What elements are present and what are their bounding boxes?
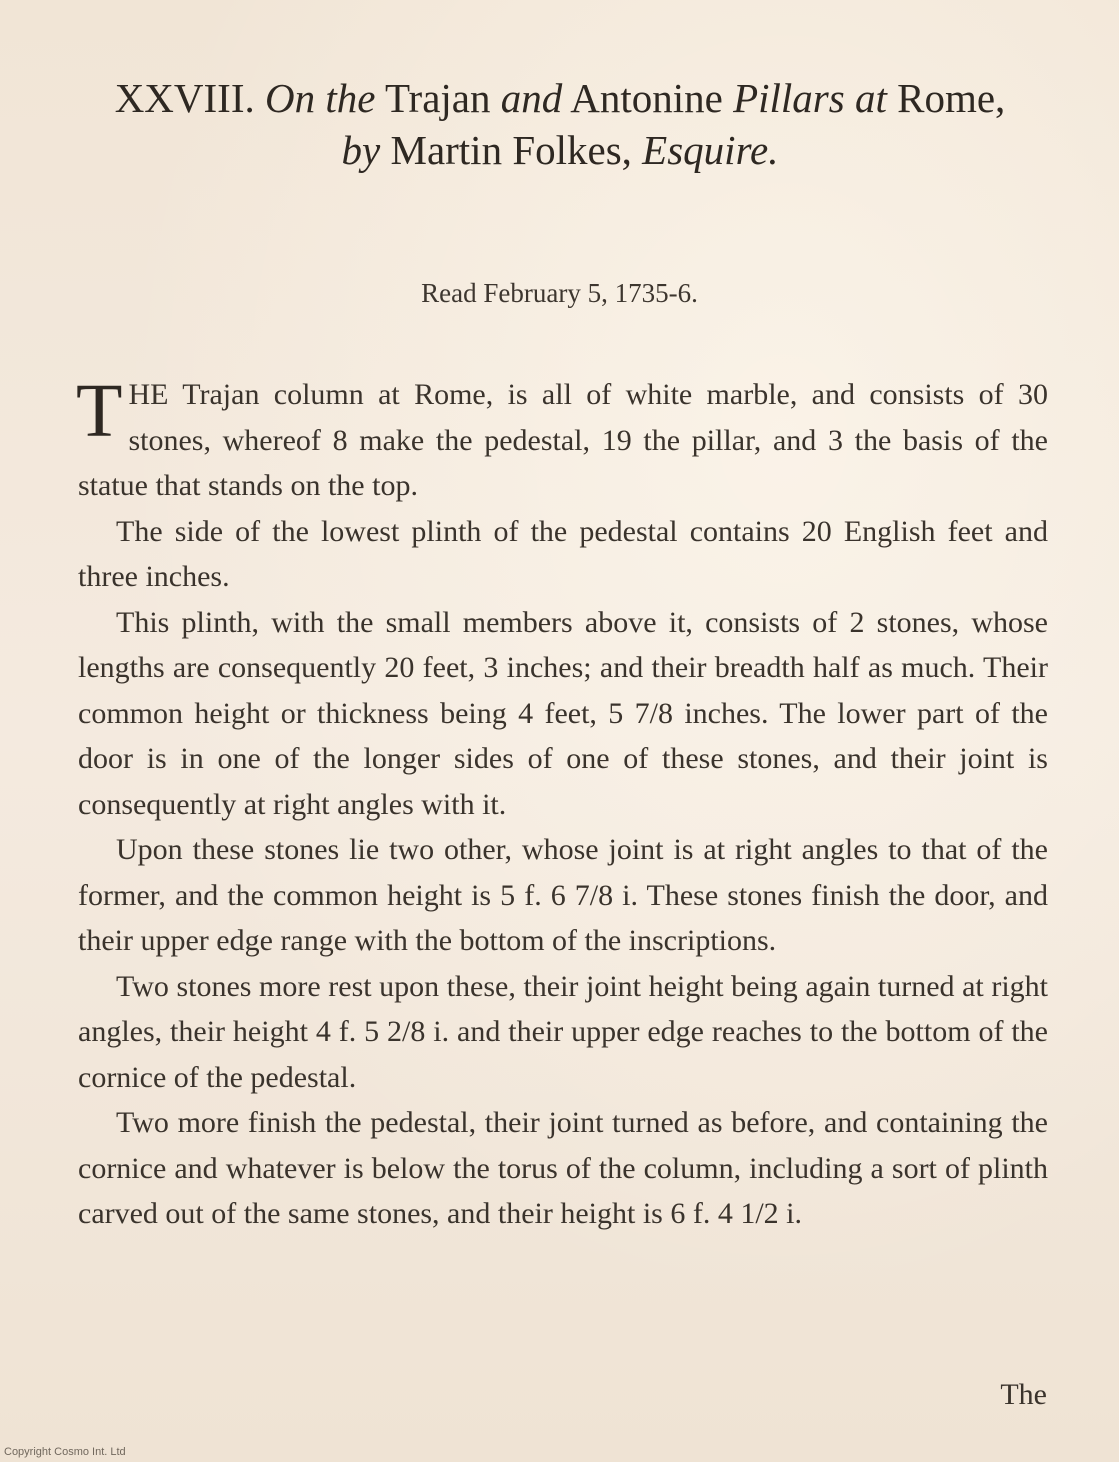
author-name: Martin Folkes,: [390, 127, 632, 173]
article-body: [76, 369, 1048, 1237]
byline-by: by: [341, 127, 381, 173]
copyright-notice: Copyright Cosmo Int. Ltd: [4, 1446, 126, 1458]
paragraph-6: Two more finish the pedestal, their joint turned as before, and containing the cornice and whatever is below the torus of the column, including a sort of plinth carved out of the same stones, and their height is 6 f. 4 1/2 i.: [78, 1106, 1048, 1230]
title-on-the: On the: [264, 75, 376, 121]
paragraph-1-text: HE Trajan column at Rome, is all of white marble, and consists of 30 stones, whereof 8 make the pedestal, 19 the pillar, and 3 the basis of the statue that stands on the top.: [78, 378, 1048, 502]
paragraph-2: The side of the lowest plinth of the pedestal contains 20 English feet and three inches.: [78, 514, 1048, 593]
read-date: Read February 5, 1735-6.: [421, 278, 698, 308]
paragraph-1: [76, 369, 1048, 509]
title-line-2: [60, 124, 1060, 176]
title-trajan: Trajan: [384, 75, 491, 121]
paragraph-3: This plinth, with the small members above it, consists of 2 stones, whose lengths are consequently 20 feet, 3 inches; and their breadth half as much. Their common height or thickness being 4 feet, 5 7/8 inches. The lower part of the door is in one of the longer sides of one of these stones, and their joint is consequently at right angles with it.: [78, 605, 1048, 821]
title-antonine: Antonine: [570, 75, 723, 121]
article-title: [60, 72, 1060, 176]
title-pillars-at: Pillars at: [733, 75, 887, 121]
title-line-1: [60, 72, 1060, 124]
article-number: XXVIII.: [114, 75, 255, 121]
paragraph-4: Upon these stones lie two other, whose joint is at right angles to that of the former, and the common height is 5 f. 6 7/8 i. These stones finish the door, and their upper edge range with the bottom of the inscriptions.: [78, 833, 1048, 957]
paragraph-5: Two stones more rest upon these, their joint height being again turned at right angles, their height 4 f. 5 2/8 i. and their upper edge reaches to the bottom of the cornice of the pedestal.: [78, 969, 1048, 1094]
catchword: The: [1000, 1378, 1047, 1411]
title-rome: Rome,: [897, 75, 1006, 121]
title-and: and: [500, 75, 563, 121]
drop-cap: T: [76, 369, 123, 453]
author-title: Esquire.: [642, 127, 779, 173]
